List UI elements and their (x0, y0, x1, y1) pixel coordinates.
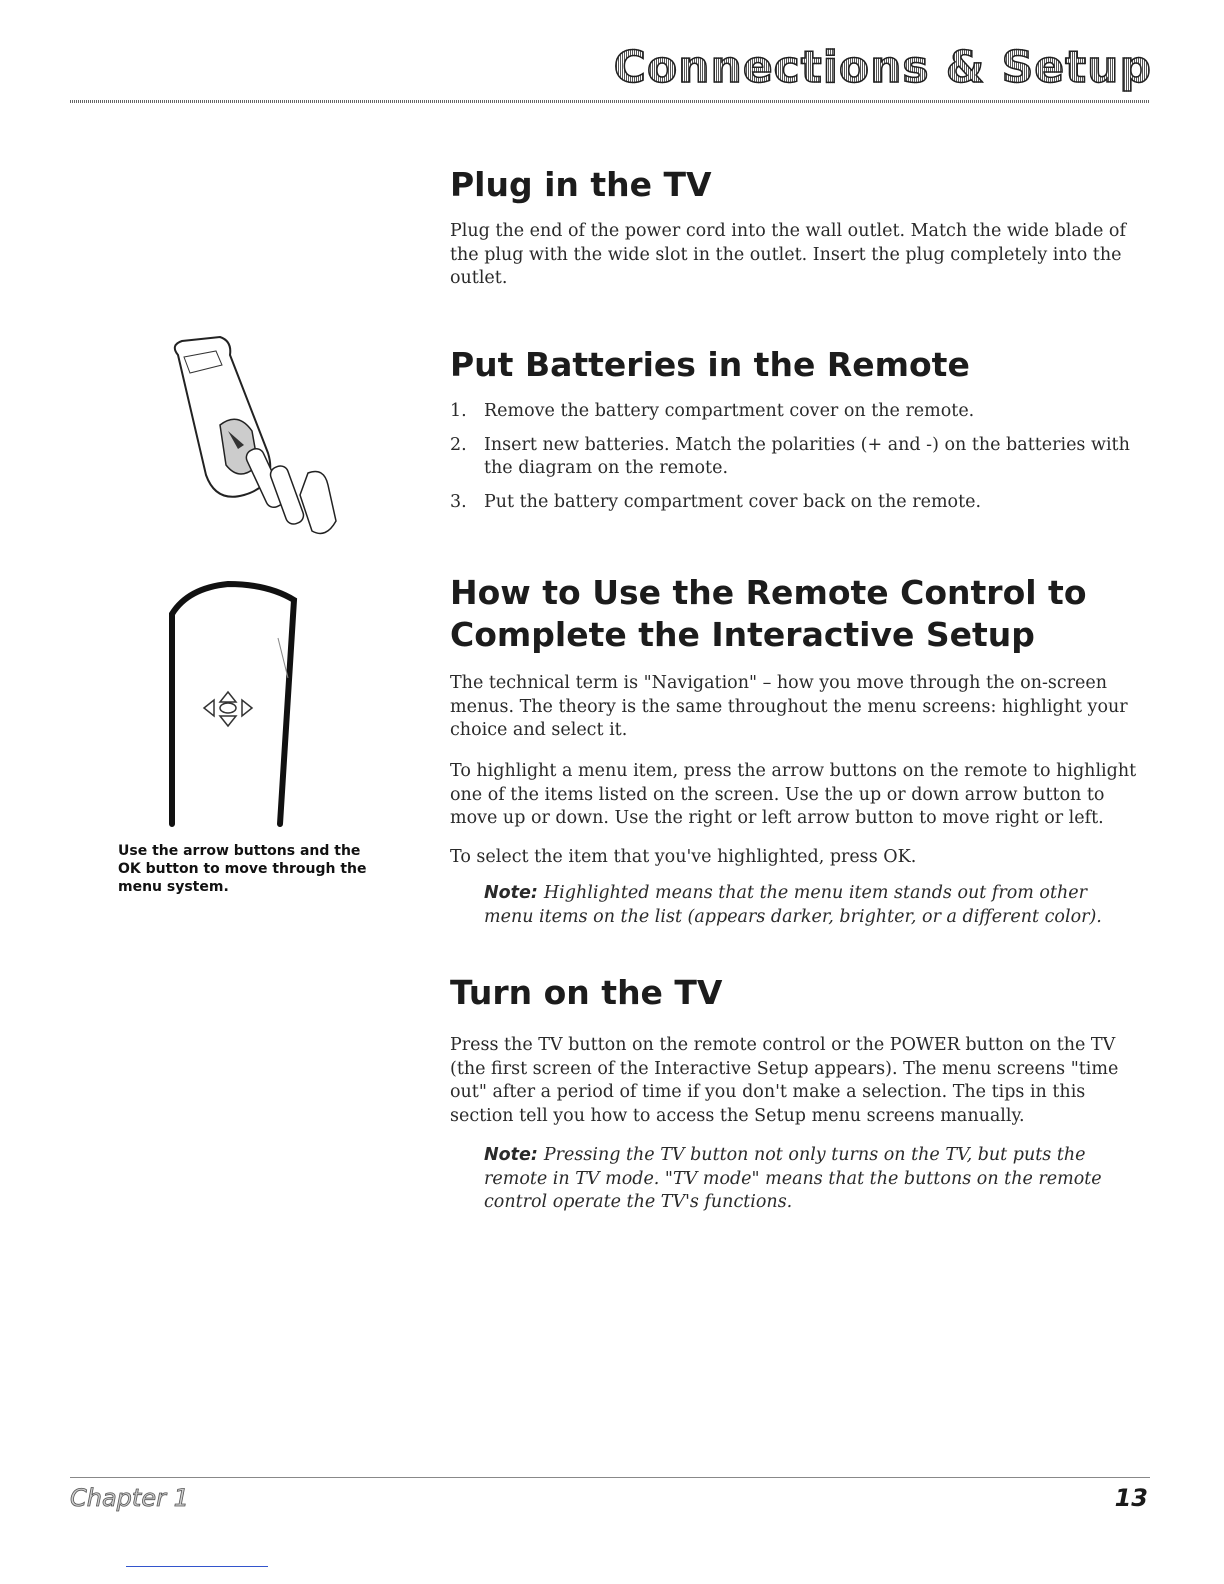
footer-rule (70, 1477, 1150, 1478)
battery-remote-illustration (160, 335, 350, 545)
turn-on-body: Press the TV button on the remote control or the POWER button on the TV (the first screen of the Interactive Setup appears). The menu screens "time out" after a period of time if you don't make a selection. The tips in this section tell you how to access the Setup menu screens manually. (450, 1035, 1119, 1126)
heading-batteries: Put Batteries in the Remote (450, 345, 970, 384)
up-arrow-icon (220, 692, 236, 702)
remote-arrows-illustration (168, 578, 318, 828)
navigation-para2: To highlight a menu item, press the arrow buttons on the remote to highlight one of the items listed on the screen. Use the up or down arrow button to move up or down. Use the right or left arrow button to move right or left. (450, 761, 1137, 828)
chapter-label: Chapter 1 (70, 1484, 189, 1512)
right-arrow-icon (242, 700, 252, 716)
battery-step: 1. Remove the battery compartment cover on the remote. (450, 401, 975, 421)
note-label: Note: (484, 1145, 538, 1165)
navigation-para3: To select the item that you've highlighted, press OK. (450, 847, 917, 867)
heading-turn-on: Turn on the TV (450, 973, 723, 1012)
navigation-para1: The technical term is "Navigation" – how you move through the on-screen menus. The theory is the same throughout the menu screens: highlight your choice and select it. (450, 673, 1128, 740)
battery-step: 2. Insert new batteries. Match the polarities (+ and -) on the batteries with the diagram on the remote. (450, 434, 1130, 478)
left-arrow-icon (204, 700, 214, 716)
header-title: Connections & Setup (613, 42, 1152, 93)
sidebar-caption: Use the arrow buttons and the OK button to move through the menu system. (118, 843, 367, 895)
heading-navigation: How to Use the Remote Control to Complete the Interactive Setup (450, 573, 1087, 654)
plug-body: Plug the end of the power cord into the wall outlet. Match the wide blade of the plug with the wide slot in the outlet. Insert the plug completely into the outlet. (450, 221, 1126, 288)
ok-button-icon (220, 703, 236, 713)
battery-steps (450, 400, 1150, 524)
battery-step: 3. Put the battery compartment cover back on the remote. (450, 491, 982, 512)
header-rule (70, 100, 1150, 103)
down-arrow-icon (220, 716, 236, 726)
bottom-divider (126, 1566, 268, 1567)
navigation-note: Note: Highlighted means that the menu item stands out from other menu items on the list (appears darker, brighter, or a different color). (484, 883, 1102, 927)
heading-plug: Plug in the TV (450, 165, 712, 204)
turn-on-note: Note: Pressing the TV button not only turns on the TV, but puts the remote in TV mode. "TV mode" means that the buttons on the remote control operate the TV's functions. (484, 1145, 1102, 1212)
note-label: Note: (484, 883, 538, 903)
page-number: 13 (1114, 1484, 1148, 1512)
